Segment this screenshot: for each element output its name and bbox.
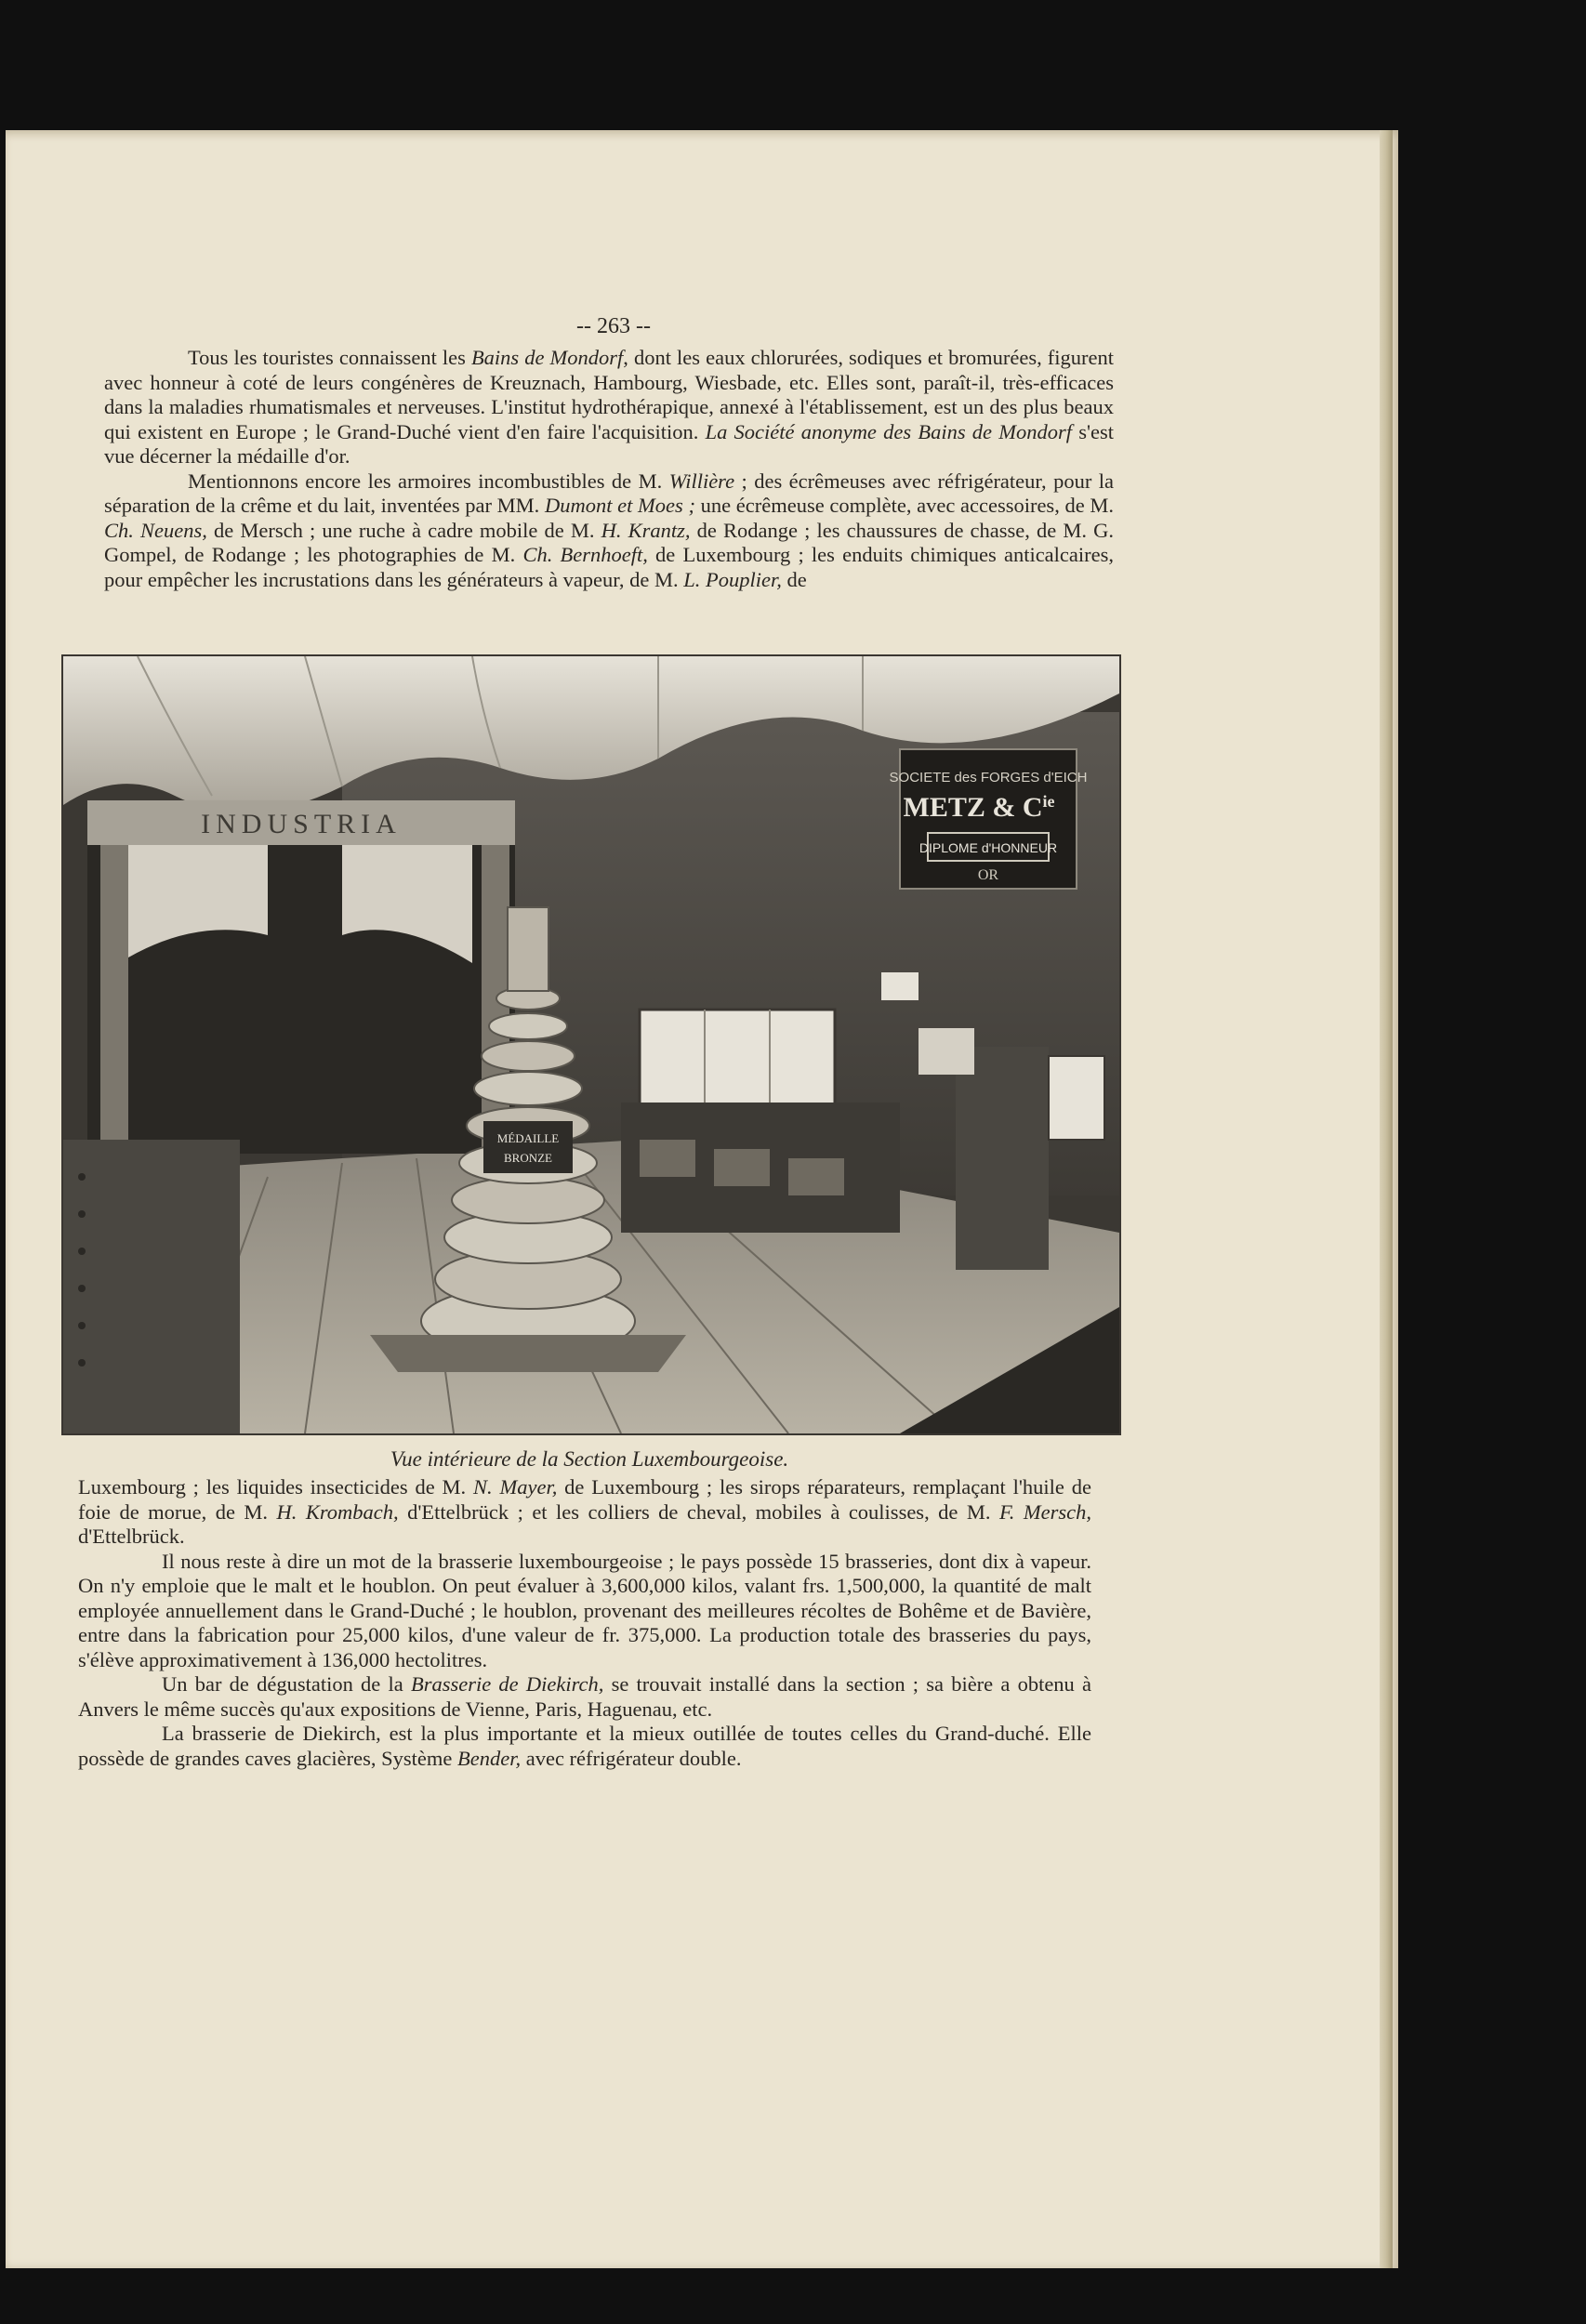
text-run: Il nous reste à dire un mot de la brasserie luxembourgeoise ; le pays possède 15 brasseries, dont dix à vapeur. On n'y emploie que le malt et le houblon. On peut évaluer à 3,600,000 kilos, valant frs. 1,500,000, la quantité de malt employée annuellement dans le Grand-Duché ; le houblon, provenant des meilleures récoltes de Bohême et de Bavière, entre dans la fabrication pour 25,000 kilos, d'une valeur de fr. 375,000. La production totale des brasseries du pays, s'élève approximativement à 136,000 hectolitres. (78, 1549, 1091, 1671)
text-run: de Rodange ; les chaussures de chasse, de M. G. Gompel, de Rodange ; les photographies de M. (104, 518, 1114, 566)
italic-run: H. Krantz, (601, 518, 691, 542)
page-edge (1380, 130, 1393, 2268)
text-run: avec réfrigérateur double. (521, 1746, 742, 1770)
industria-arch-text: INDUSTRIA (201, 809, 402, 839)
exhibition-photo-drawing (63, 656, 1119, 1433)
sign-metz: METZ & $C^{ie}$ (903, 792, 1055, 823)
italic-run: La Société anonyme des Bains de Mondorf (705, 419, 1072, 443)
exhibition-photo (61, 654, 1121, 1435)
bottom-text-block (78, 1475, 1091, 1771)
tower-label-bronze: BRONZE (504, 1151, 552, 1165)
page-number: -- 263 -- (576, 314, 651, 338)
text-run: de Mersch ; une ruche à cadre mobile de M. (206, 518, 601, 542)
italic-run: F. Mersch, (998, 1499, 1091, 1524)
text-run: de (781, 567, 807, 591)
italic-run: Ch. Bernhoeft, (522, 543, 648, 566)
photo-caption: Vue intérieure de la Section Luxembourgeoise. (390, 1447, 789, 1471)
italic-run: Brasserie de Diekirch, (410, 1672, 604, 1696)
italic-run: Ch. Neuens, (104, 518, 207, 542)
paragraph (78, 1672, 1091, 1722)
text-run: de Luxembourg ; les sirops réparateurs, remplaçant l'huile de foie de morue, de M. (78, 1475, 1091, 1524)
paragraph (78, 1475, 1091, 1550)
text-run: Luxembourg ; les liquides insecticides de M. (78, 1475, 474, 1499)
italic-run: Bender, (456, 1746, 522, 1770)
text-run: se trouvait installé dans la section ; sa bière a obtenu à Anvers le même succès qu'aux expositions de Vienne, Paris, Haguenau, etc. (78, 1672, 1092, 1721)
tower-label-medaille: MÉDAILLE (496, 1131, 560, 1145)
italic-run: Dumont et Moes ; (544, 494, 695, 517)
sign-forges: SOCIETE des FORGES d'EICH (889, 770, 1088, 786)
text-run: une écrêmeuse complète, avec accessoires, de M. (694, 494, 1115, 517)
italic-run: Willière (668, 469, 735, 493)
paragraph (78, 1550, 1091, 1673)
paragraph (104, 346, 1114, 469)
sign-diplome: DIPLOME d'HONNEUR (919, 840, 1058, 855)
italic-run: Bains de Mondorf (470, 346, 624, 369)
italic-run: H. Krombach, (276, 1499, 399, 1524)
text-run: d'Ettelbrück ; et les colliers de cheval, mobiles à coulisses, de M. (398, 1499, 999, 1524)
text-run: Mentionnons encore les armoires incombustibles de M. (188, 469, 669, 493)
text-run: Un bar de dégustation de la (162, 1672, 411, 1696)
text-run: de Luxembourg ; les enduits chimiques anticalcaires, pour empêcher les incrustations dans les générateurs à vapeur, de M. (104, 543, 1115, 591)
italic-run: L. Pouplier, (683, 567, 782, 591)
text-run: , dont les eaux chlorurées, sodiques et bromurées, figurent avec honneur à coté de leurs congénères de Kreuznach, Hambourg, Wiesbade, etc. Elles sont, paraît-il, très-efficaces dans la maladies rhumatismales et nerveuses. L'institut hydrothérapique, annexé à l'établissement, est un des plus beaux qui existent en Europe ; le Grand-Duché vient d'en faire l'acquisition. (104, 346, 1114, 443)
paragraph (104, 469, 1114, 593)
text-run: d'Ettelbrück. (78, 1525, 185, 1548)
text-run: La brasserie de Diekirch, est la plus importante et la mieux outillée de toutes celles du Grand-duché. Elle possède de grandes caves glacières, Système (78, 1722, 1091, 1770)
paragraph (78, 1722, 1091, 1771)
sign-or: OR (977, 867, 999, 883)
top-text-block (104, 346, 1114, 592)
text-run: s'est vue décerner la médaille d'or. (104, 419, 1114, 468)
text-run: ; des écrêmeuses avec réfrigérateur, pour la séparation de la crême et du lait, inventées par MM. (104, 469, 1115, 517)
text-run: Tous les touristes connaissent les (188, 346, 471, 369)
italic-run: N. Mayer, (473, 1475, 558, 1499)
